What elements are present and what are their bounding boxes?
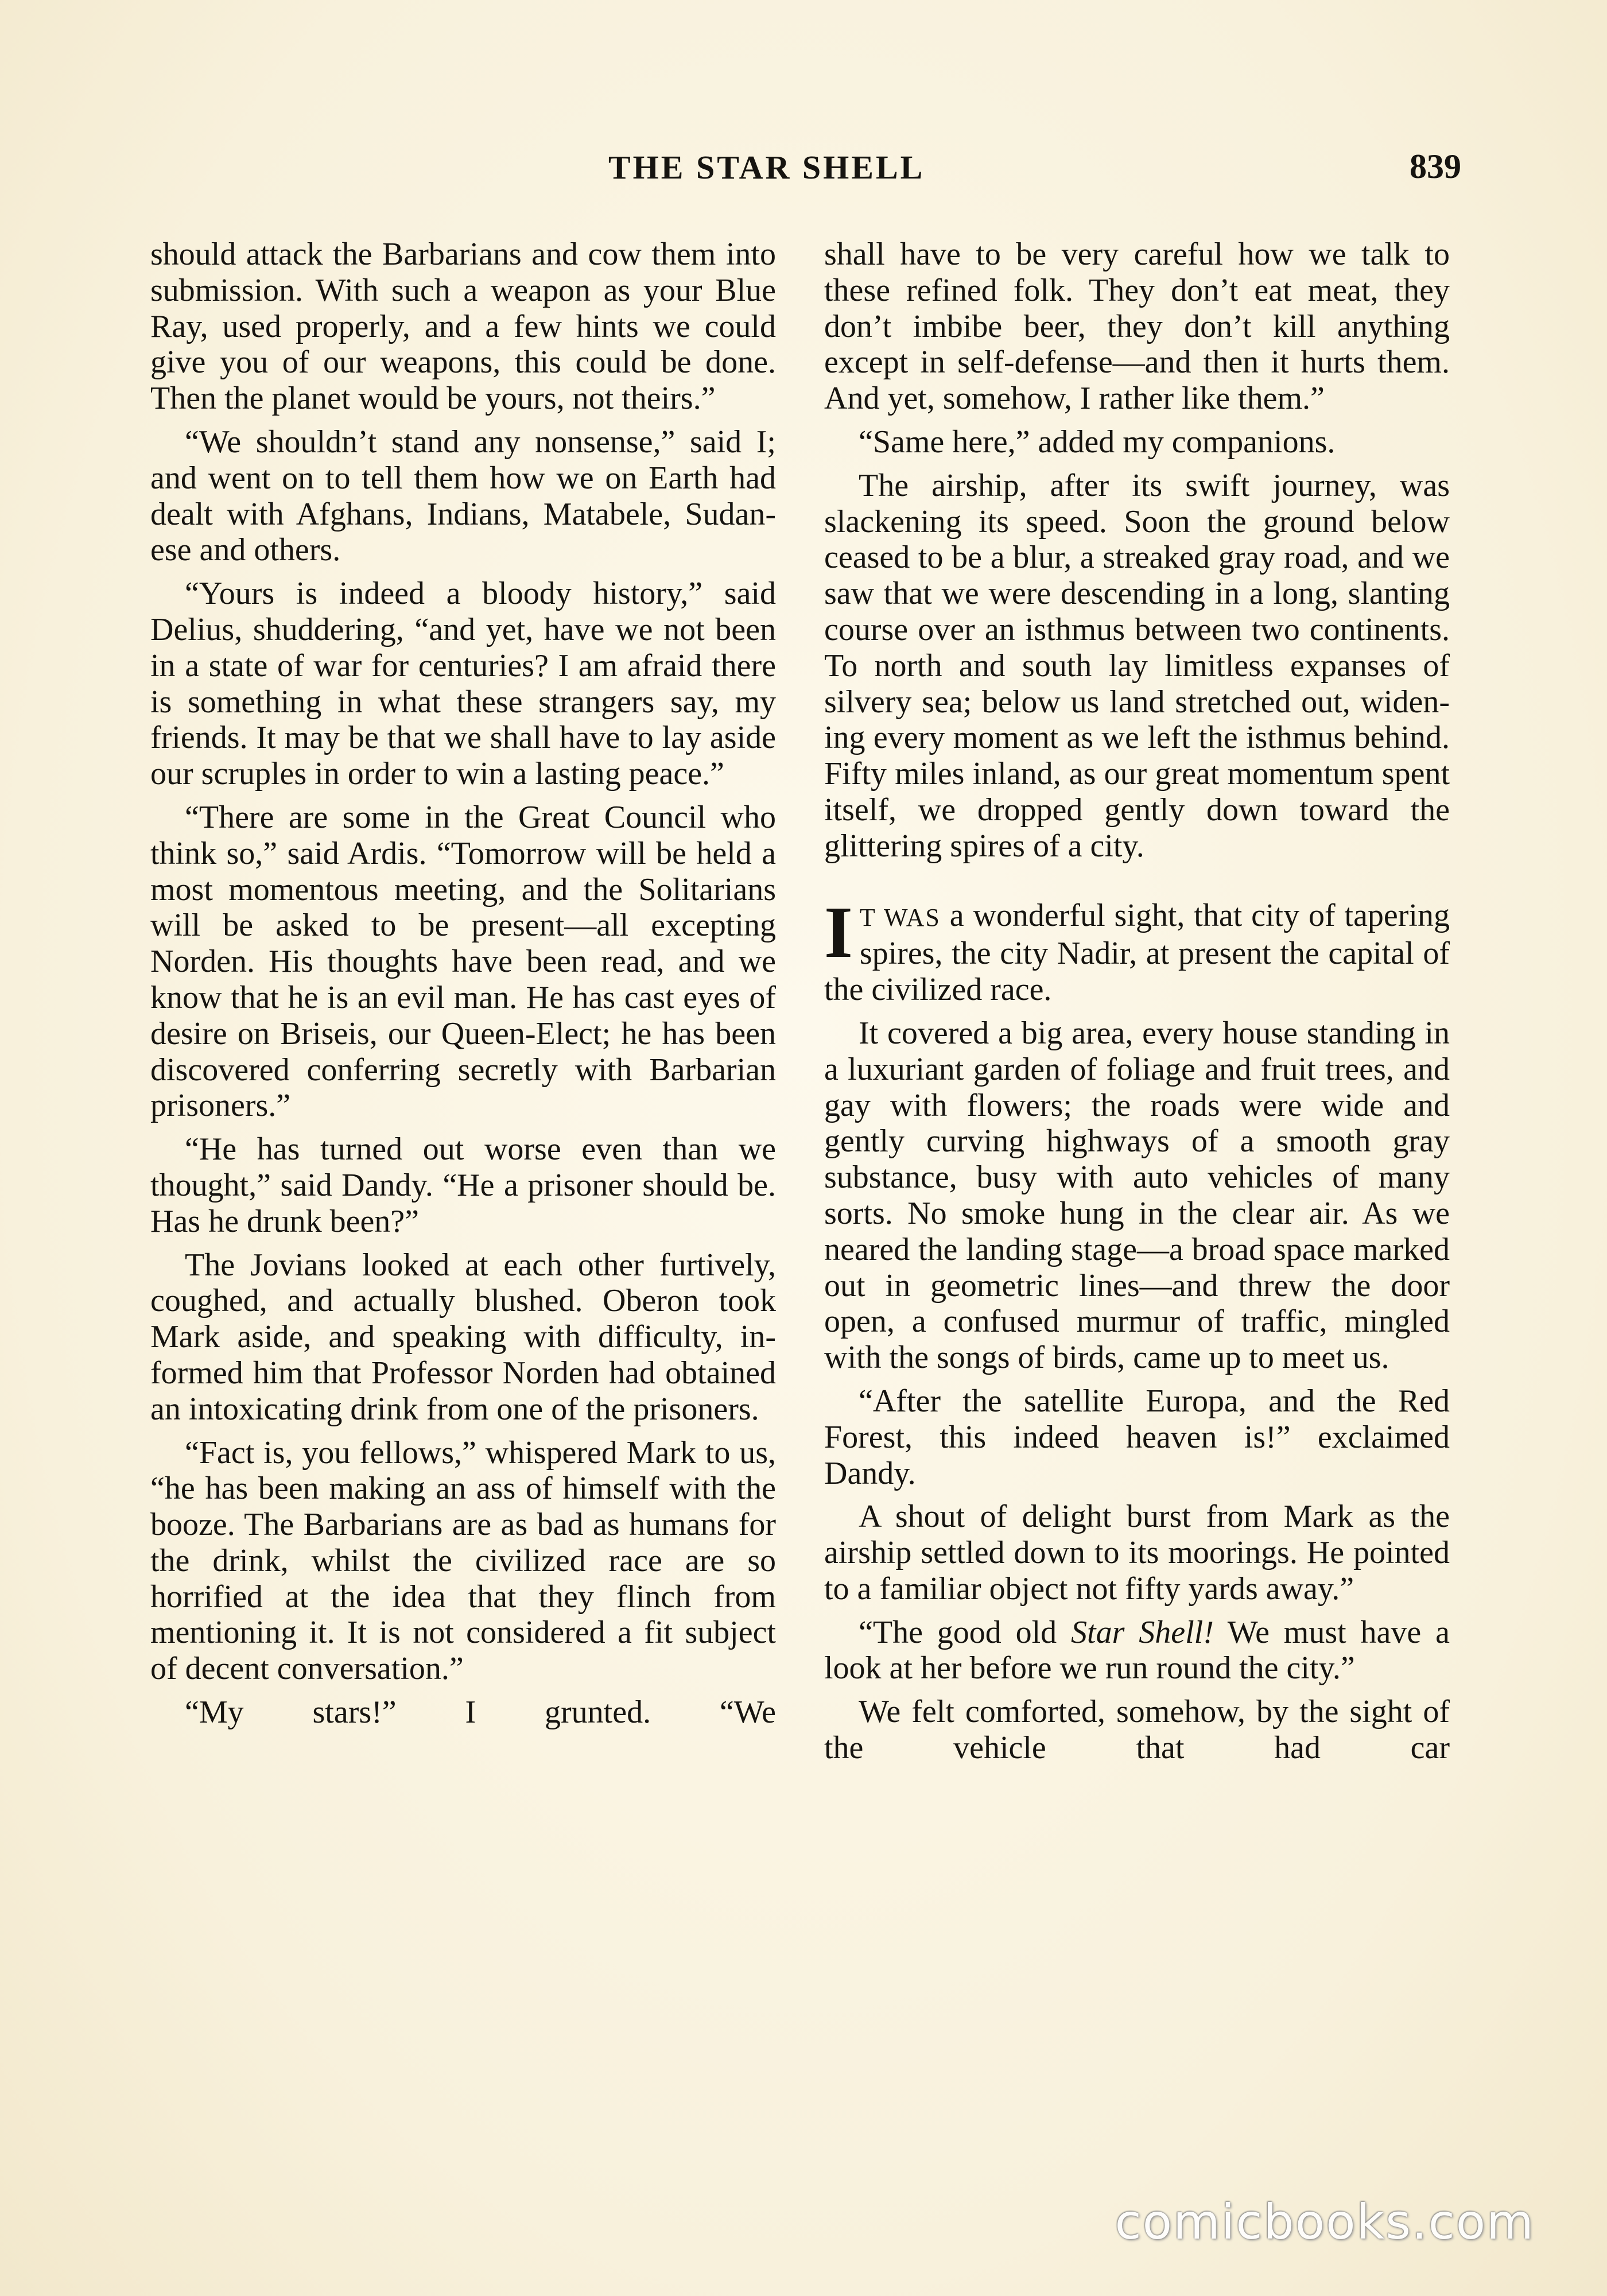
paragraph: should attack the Barbarians and cow them into submission. With such a weapon as your Blue Ray, used properly, and a few hints we could give you of our weapons, this could be done. Then the planet would be yours, not theirs.” [150, 236, 776, 417]
paragraph: “There are some in the Great Council who think so,” said Ardis. “Tomorrow will be held a most momentous meeting, and the Solitarians will be asked to be present—all excepting Norden. His thoughts have been read, and we know that he is an evil man. He has cast eyes of desire on Briseis, our Queen-Elect; he has been discovered conferring secretly with Barbarian prisoners.” [150, 799, 776, 1124]
paragraph: “We shouldn’t stand any nonsense,” said I; and went on to tell them how we on Earth had dealt with Afghans, Indians, Matabele, Sudanese and others. [150, 424, 776, 568]
paragraph: “Yours is indeed a bloody history,” said Delius, shuddering, “and yet, have we not been in a state of war for centuries? I am afraid there is something in what these strangers say, my friends. It may be that we shall have to lay aside our scruples in order to win a lasting peace.” [150, 576, 776, 792]
section-opening-paragraph [824, 891, 1450, 1008]
paragraph: It covered a big area, every house standing in a luxuriant garden of foliage and fruit trees, and gay with flowers; the roads were wide and gently curving highways of a smooth gray substance, busy with auto vehicles of many sorts. No smoke hung in the clear air. As we neared the landing stage—a broad space marked out in geometric lines—and threw the door open, a confused murmur of traffic, mingled with the songs of birds, came up to meet us. [824, 1015, 1450, 1376]
ship-name: Star Shell! [1071, 1614, 1214, 1650]
paragraph: “After the satellite Europa, and the Red Forest, this indeed heaven is!” exclaimed Dandy. [824, 1383, 1450, 1491]
paragraph-text: “The good old [859, 1614, 1072, 1650]
page-number: 839 [1410, 148, 1461, 185]
paragraph: “He has turned out worse even than we thought,” said Dandy. “He a prisoner should be. Has he drunk been?” [150, 1131, 776, 1239]
paragraph: The airship, after its swift journey, was slackening its speed. Soon the ground below ceased to be a blur, a streaked gray road, and we saw that we were descending in a long, slanting course over an isthmus between two continents. To north and south lay limitless expanses of silvery sea; below us land stretched out, widening every moment as we left the isthmus behind. Fifty miles inland, as our great momentum spent itself, we dropped gently down toward the glittering spires of a city. [824, 467, 1450, 864]
paragraph-text: We must have a look at her before we run round the city.” [824, 1614, 1450, 1686]
running-title: THE STAR SHELL [608, 149, 925, 186]
paragraph: “Fact is, you fellows,” whispered Mark to us, “he has been making an ass of himself with the booze. The Barbarians are as bad as humans for the drink, whilst the civilized race are so horrified at the idea that they flinch from mentioning it. It is not considered a fit subject of decent conversation.” [150, 1434, 776, 1687]
paragraph: shall have to be very careful how we talk to these refined folk. They don’t eat meat, they don’t imbibe beer, they don’t kill anything except in self-defense—and then it hurts them. And yet, somehow, I rather like them.” [824, 236, 1450, 417]
paragraph: The Jovians looked at each other furtively, coughed, and actually blushed. Oberon took Mark aside, and speaking with difficulty, informed him that Professor Norden had obtained an intoxicating drink from one of the prisoners. [150, 1247, 776, 1427]
paragraph: A shout of delight burst from Mark as the airship settled down to its moorings. He pointed to a familiar object not fifty yards away.” [824, 1499, 1450, 1607]
paragraph: “Same here,” added my companions. [859, 424, 1336, 460]
left-column [150, 236, 776, 1738]
right-column [824, 236, 1450, 1774]
drop-cap: I [824, 891, 853, 973]
paragraph-text: a wonderful sight, that city of tapering spires, the city Nadir, at present the capital of the civilized race. [824, 897, 1450, 1008]
paragraph: We felt comforted, somehow, by the sight of the vehicle that had car [824, 1694, 1450, 1766]
paragraph: “My stars!” I grunted. “We [185, 1694, 776, 1731]
paragraph [824, 1615, 1450, 1687]
small-caps-lead: T WAS [859, 903, 941, 932]
watermark: comicbooks.com [1115, 2194, 1535, 2250]
